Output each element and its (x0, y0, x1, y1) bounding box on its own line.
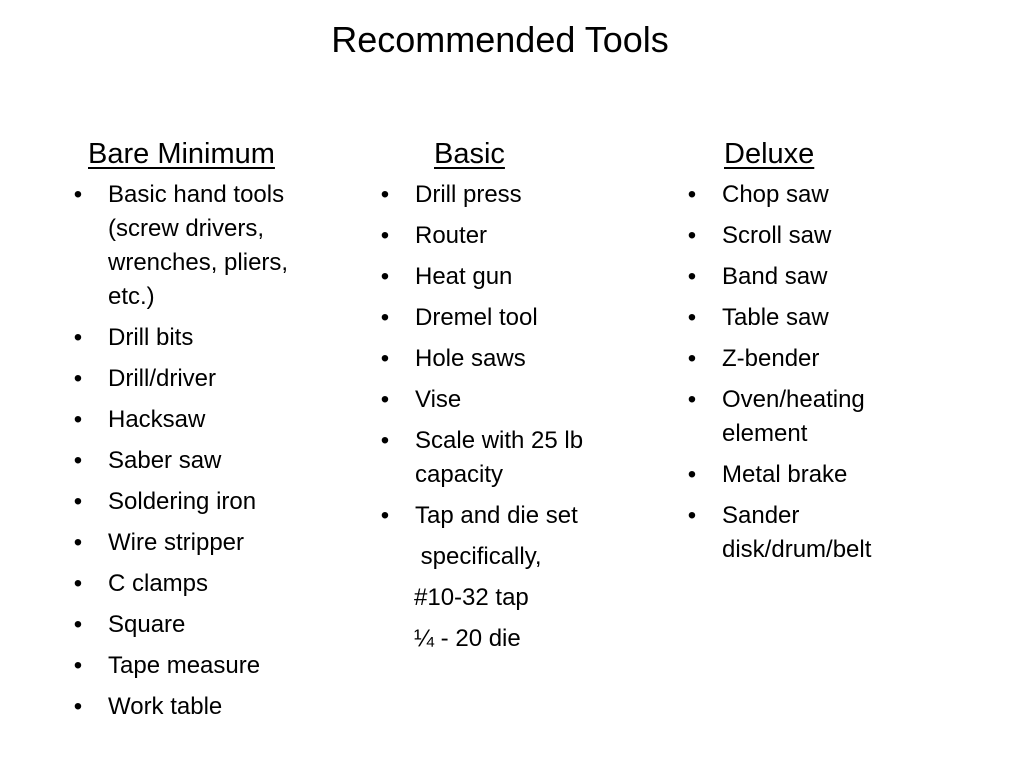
bullet-icon: • (687, 386, 697, 413)
detail-line: specifically, (414, 543, 542, 570)
list-item: • Band saw (686, 260, 956, 294)
detail-line: #10-32 tap (414, 584, 529, 611)
list-item: • Wire stripper (72, 526, 342, 560)
detail-line: ¼ - 20 die (414, 625, 521, 652)
bullet-icon: • (73, 447, 83, 474)
list-item: • Dremel tool (379, 301, 649, 335)
list-item: • Drill press (379, 178, 649, 212)
bullet-icon: • (687, 502, 697, 529)
list-item: • Heat gun (379, 260, 649, 294)
list-item: • Drill bits (72, 321, 342, 355)
deluxe-list (686, 178, 956, 567)
basic-list (379, 178, 649, 533)
list-item: • Soldering iron (72, 485, 342, 519)
list-item: • Drill/driver (72, 362, 342, 396)
list-item: • Vise (379, 383, 649, 417)
list-item: • Hole saws (379, 342, 649, 376)
bullet-icon: • (687, 222, 697, 249)
list-item: • Work table (72, 690, 342, 724)
list-item: • Scale with 25 lb capacity (379, 424, 649, 492)
bullet-icon: • (73, 365, 83, 392)
bullet-icon: • (380, 263, 390, 290)
bullet-icon: • (380, 427, 390, 454)
bullet-icon: • (687, 263, 697, 290)
list-item: • Tape measure (72, 649, 342, 683)
list-item: • Oven/heating element (686, 383, 956, 451)
column-basic (379, 136, 649, 663)
list-item: • Saber saw (72, 444, 342, 478)
list-item: • Table saw (686, 301, 956, 335)
list-item: • C clamps (72, 567, 342, 601)
bullet-icon: • (687, 181, 697, 208)
column-heading-bare-minimum: Bare Minimum (88, 138, 275, 170)
list-item: • Square (72, 608, 342, 642)
list-item: • Hacksaw (72, 403, 342, 437)
list-item: • Tap and die set (379, 499, 649, 533)
list-item: • Basic hand tools (screw drivers, wrenches, pliers, etc.) (72, 178, 342, 314)
bullet-icon: • (73, 324, 83, 351)
bullet-icon: • (380, 345, 390, 372)
bullet-icon: • (73, 181, 83, 208)
bullet-icon: • (380, 181, 390, 208)
bullet-icon: • (687, 304, 697, 331)
bullet-icon: • (687, 345, 697, 372)
list-item: • Sander disk/drum/belt (686, 499, 956, 567)
bullet-icon: • (73, 570, 83, 597)
column-bare-minimum (72, 136, 342, 731)
bullet-icon: • (73, 693, 83, 720)
bare-minimum-list (72, 178, 342, 724)
column-heading-deluxe: Deluxe (724, 138, 815, 170)
list-item: • Scroll saw (686, 219, 956, 253)
bullet-icon: • (380, 222, 390, 249)
column-heading-basic: Basic (434, 138, 505, 170)
column-deluxe (686, 136, 956, 574)
list-item: • Router (379, 219, 649, 253)
bullet-icon: • (380, 386, 390, 413)
list-item: • Z-bender (686, 342, 956, 376)
list-item: • Metal brake (686, 458, 956, 492)
bullet-icon: • (380, 304, 390, 331)
bullet-icon: • (73, 488, 83, 515)
bullet-icon: • (73, 529, 83, 556)
bullet-icon: • (380, 502, 390, 529)
tap-die-details (379, 540, 649, 656)
list-item: • Chop saw (686, 178, 956, 212)
bullet-icon: • (73, 652, 83, 679)
bullet-icon: • (687, 461, 697, 488)
bullet-icon: • (73, 611, 83, 638)
slide-title: Recommended Tools (331, 19, 669, 60)
bullet-icon: • (73, 406, 83, 433)
